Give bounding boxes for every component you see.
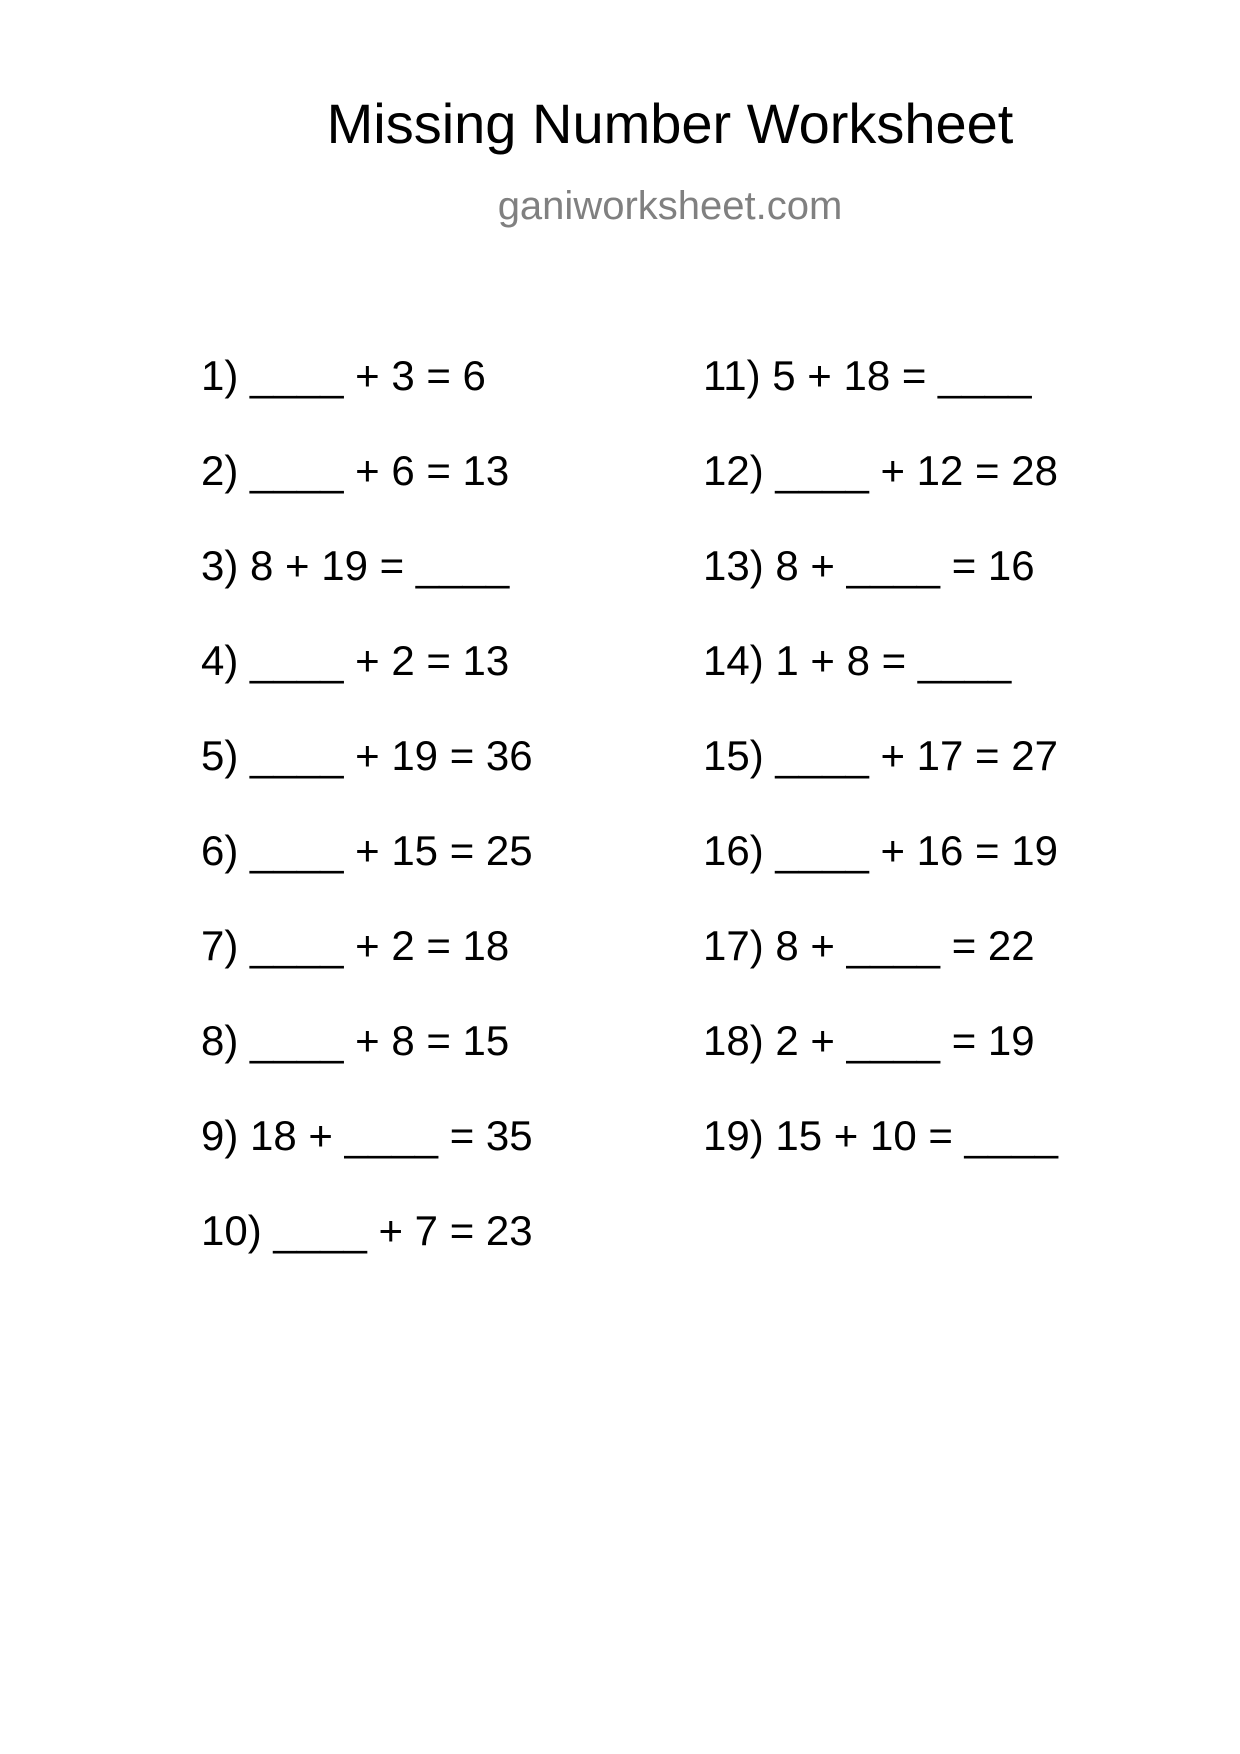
problem-3: 3) 8 + 19 = ____	[201, 542, 510, 589]
problem-6: 6) ____ + 15 = 25	[201, 827, 533, 874]
problem-15: 15) ____ + 17 = 27	[703, 732, 1058, 779]
problem-8: 8) ____ + 8 = 15	[201, 1017, 510, 1064]
problem-11: 11) 5 + 18 = ____	[703, 352, 1032, 399]
problem-1: 1) ____ + 3 = 6	[201, 352, 486, 399]
problem-7: 7) ____ + 2 = 18	[201, 922, 510, 969]
problem-18: 18) 2 + ____ = 19	[703, 1017, 1035, 1064]
problem-13: 13) 8 + ____ = 16	[703, 542, 1035, 589]
worksheet-title: Missing Number Worksheet	[326, 92, 1014, 155]
problem-2: 2) ____ + 6 = 13	[201, 447, 510, 494]
problem-17: 17) 8 + ____ = 22	[703, 922, 1035, 969]
worksheet-source-url: ganiworksheet.com	[497, 184, 843, 228]
problem-12: 12) ____ + 12 = 28	[703, 447, 1058, 494]
problem-5: 5) ____ + 19 = 36	[201, 732, 533, 779]
problem-10: 10) ____ + 7 = 23	[201, 1207, 533, 1254]
problems-right-column	[703, 352, 1058, 1207]
problem-16: 16) ____ + 16 = 19	[703, 827, 1058, 874]
problem-4: 4) ____ + 2 = 13	[201, 637, 510, 684]
problem-14: 14) 1 + 8 = ____	[703, 637, 1012, 684]
problem-19: 19) 15 + 10 = ____	[703, 1112, 1058, 1159]
problems-left-column	[201, 352, 533, 1302]
problem-9: 9) 18 + ____ = 35	[201, 1112, 533, 1159]
